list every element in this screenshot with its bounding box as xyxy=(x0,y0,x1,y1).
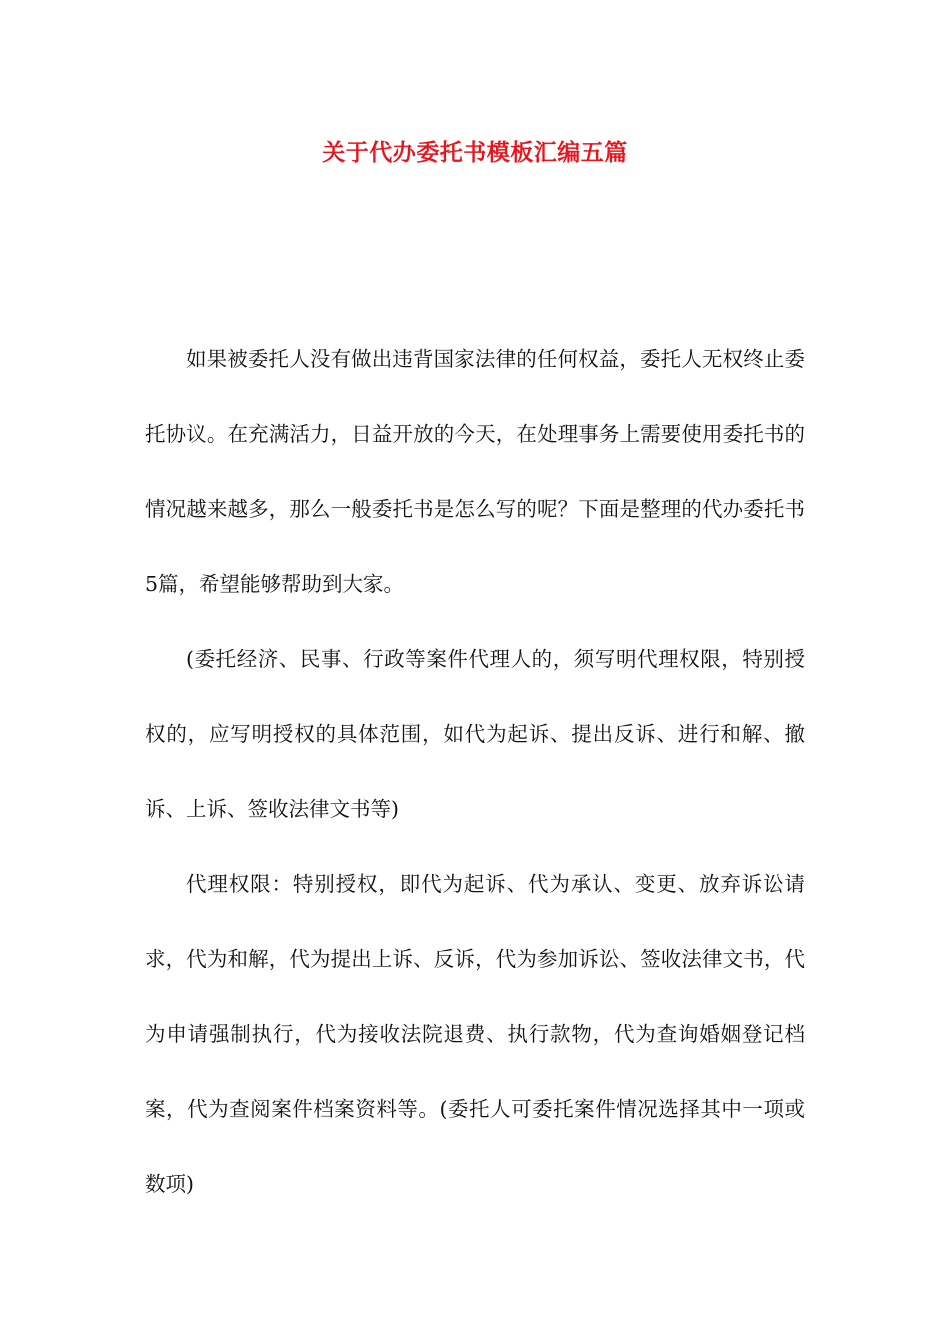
paragraph-intro: 如果被委托人没有做出违背国家法律的任何权益，委托人无权终止委托协议。在充满活力，日益开放的今天，在处理事务上需要使用委托书的情况越来越多，那么一般委托书是怎么写的呢？下面是整理的代办委托书5篇，希望能够帮助到大家。 xyxy=(145,347,805,596)
document-title: 关于代办委托书模板汇编五篇 xyxy=(322,139,628,166)
paragraph-authority: 代理权限：特别授权，即代为起诉、代为承认、变更、放弃诉讼请求，代为和解，代为提出上诉、反诉，代为参加诉讼、签收法律文书，代为申请强制执行，代为接收法院退费、执行款物，代为查询婚姻登记档案，代为查阅案件档案资料等。(委托人可委托案件情况选择其中一项或数项) xyxy=(145,872,805,1196)
document-body xyxy=(145,322,805,1222)
paragraph-note: (委托经济、民事、行政等案件代理人的，须写明代理权限，特别授权的，应写明授权的具体范围，如代为起诉、提出反诉、进行和解、撤诉、上诉、签收法律文书等) xyxy=(145,647,805,821)
